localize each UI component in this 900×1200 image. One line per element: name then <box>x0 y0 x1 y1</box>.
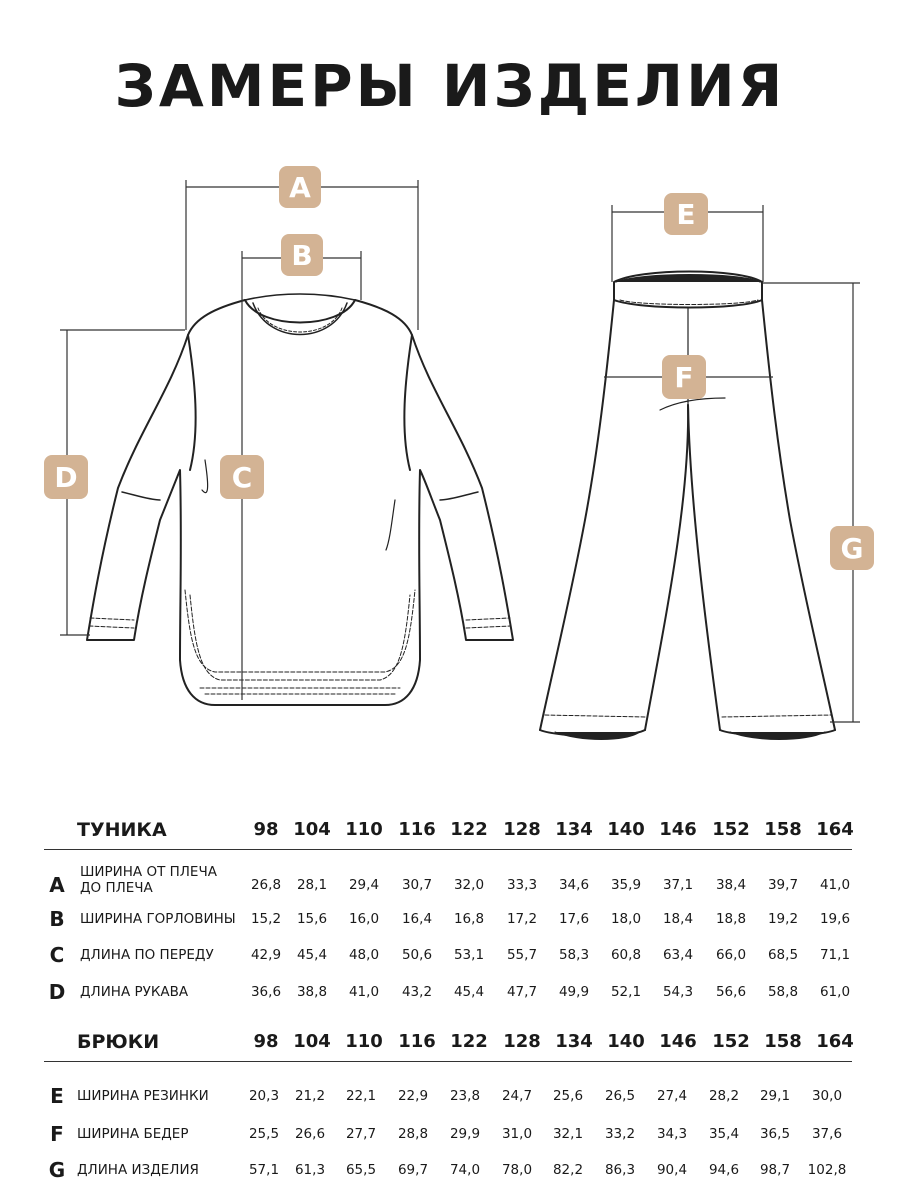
value-cell: 16,8 <box>453 911 485 927</box>
value-cell: 45,4 <box>453 984 485 1000</box>
divider <box>44 849 852 850</box>
size-header: 110 <box>345 1031 383 1052</box>
value-cell: 48,0 <box>348 947 380 963</box>
svg-text:B: B <box>291 239 313 272</box>
value-cell: 18,4 <box>662 911 694 927</box>
size-header: 98 <box>253 819 279 840</box>
value-cell: 60,8 <box>610 947 642 963</box>
value-cell: 26,5 <box>604 1088 636 1104</box>
value-cell: 78,0 <box>501 1162 533 1178</box>
value-cell: 71,1 <box>819 947 851 963</box>
value-cell: 38,4 <box>715 877 747 893</box>
value-cell: 19,6 <box>819 911 851 927</box>
pants-heading: БРЮКИ <box>77 1031 160 1053</box>
value-cell: 35,9 <box>610 877 642 893</box>
value-cell: 37,1 <box>662 877 694 893</box>
value-cell: 49,9 <box>558 984 590 1000</box>
value-cell: 26,6 <box>294 1126 326 1142</box>
value-cell: 58,3 <box>558 947 590 963</box>
value-cell: 34,6 <box>558 877 590 893</box>
size-header: 134 <box>555 1031 593 1052</box>
value-cell: 24,7 <box>501 1088 533 1104</box>
row-letter: D <box>48 980 66 1004</box>
value-cell: 41,0 <box>819 877 851 893</box>
tunic-heading: ТУНИКА <box>77 819 167 841</box>
size-header: 152 <box>712 819 750 840</box>
value-cell: 53,1 <box>453 947 485 963</box>
size-header: 110 <box>345 819 383 840</box>
marker-d <box>44 455 88 499</box>
row-letter: G <box>48 1158 66 1182</box>
value-cell: 66,0 <box>715 947 747 963</box>
size-header: 128 <box>503 819 541 840</box>
table-row <box>44 940 856 970</box>
table-row <box>44 977 856 1007</box>
value-cell: 27,4 <box>656 1088 688 1104</box>
value-cell: 31,0 <box>501 1126 533 1142</box>
row-letter: B <box>49 907 65 931</box>
value-cell: 30,7 <box>401 877 433 893</box>
table-row <box>44 1155 856 1185</box>
size-header: 164 <box>816 819 854 840</box>
table-row <box>44 1081 856 1111</box>
svg-text:G: G <box>840 532 864 565</box>
value-cell: 20,3 <box>248 1088 280 1104</box>
tunic-header-row <box>44 815 856 845</box>
value-cell: 15,2 <box>250 911 282 927</box>
value-cell: 98,7 <box>759 1162 791 1178</box>
size-header: 140 <box>607 819 645 840</box>
size-header: 146 <box>659 1031 697 1052</box>
row-letter: E <box>50 1084 64 1108</box>
size-header: 116 <box>398 1031 436 1052</box>
tunic-drawing <box>87 294 513 705</box>
size-header: 98 <box>253 1031 279 1052</box>
value-cell: 29,1 <box>759 1088 791 1104</box>
svg-text:A: A <box>289 171 311 204</box>
value-cell: 74,0 <box>449 1162 481 1178</box>
value-cell: 19,2 <box>767 911 799 927</box>
value-cell: 55,7 <box>506 947 538 963</box>
row-label: ШИРИНА ОТ ПЛЕЧА ДО ПЛЕЧА <box>80 864 217 896</box>
value-cell: 32,0 <box>453 877 485 893</box>
size-header: 122 <box>450 819 488 840</box>
marker-f <box>662 355 706 399</box>
row-letter: C <box>49 943 65 967</box>
table-row <box>44 864 856 900</box>
row-label: ШИРИНА БЕДЕР <box>77 1126 189 1142</box>
value-cell: 29,9 <box>449 1126 481 1142</box>
value-cell: 54,3 <box>662 984 694 1000</box>
value-cell: 32,1 <box>552 1126 584 1142</box>
value-cell: 102,8 <box>807 1162 847 1178</box>
value-cell: 90,4 <box>656 1162 688 1178</box>
value-cell: 29,4 <box>348 877 380 893</box>
value-cell: 86,3 <box>604 1162 636 1178</box>
row-label: ДЛИНА ПО ПЕРЕДУ <box>80 947 214 963</box>
divider <box>44 1061 852 1062</box>
size-header: 152 <box>712 1031 750 1052</box>
value-cell: 34,3 <box>656 1126 688 1142</box>
value-cell: 17,2 <box>506 911 538 927</box>
marker-a <box>279 166 321 208</box>
svg-text:F: F <box>674 361 694 394</box>
value-cell: 33,3 <box>506 877 538 893</box>
value-cell: 30,0 <box>811 1088 843 1104</box>
size-header: 128 <box>503 1031 541 1052</box>
value-cell: 37,6 <box>811 1126 843 1142</box>
row-letter: F <box>50 1122 64 1146</box>
value-cell: 94,6 <box>708 1162 740 1178</box>
size-header: 104 <box>293 819 331 840</box>
value-cell: 26,8 <box>250 877 282 893</box>
size-header: 146 <box>659 819 697 840</box>
value-cell: 22,9 <box>397 1088 429 1104</box>
value-cell: 16,4 <box>401 911 433 927</box>
row-label: ДЛИНА РУКАВА <box>80 984 189 1000</box>
value-cell: 69,7 <box>397 1162 429 1178</box>
row-letter: A <box>49 873 65 897</box>
value-cell: 18,8 <box>715 911 747 927</box>
svg-text:E: E <box>676 198 696 231</box>
size-header: 140 <box>607 1031 645 1052</box>
size-header: 116 <box>398 819 436 840</box>
value-cell: 28,2 <box>708 1088 740 1104</box>
value-cell: 47,7 <box>506 984 538 1000</box>
value-cell: 35,4 <box>708 1126 740 1142</box>
size-header: 158 <box>764 819 802 840</box>
value-cell: 28,8 <box>397 1126 429 1142</box>
value-cell: 33,2 <box>604 1126 636 1142</box>
value-cell: 39,7 <box>767 877 799 893</box>
size-table <box>44 815 856 1200</box>
size-header: 104 <box>293 1031 331 1052</box>
value-cell: 65,5 <box>345 1162 377 1178</box>
garment-diagram <box>0 150 900 760</box>
value-cell: 82,2 <box>552 1162 584 1178</box>
value-cell: 25,5 <box>248 1126 280 1142</box>
size-header: 134 <box>555 819 593 840</box>
size-header: 164 <box>816 1031 854 1052</box>
marker-c <box>220 455 264 499</box>
value-cell: 61,3 <box>294 1162 326 1178</box>
table-row <box>44 1119 856 1149</box>
value-cell: 36,5 <box>759 1126 791 1142</box>
value-cell: 57,1 <box>248 1162 280 1178</box>
value-cell: 22,1 <box>345 1088 377 1104</box>
value-cell: 52,1 <box>610 984 642 1000</box>
value-cell: 38,8 <box>296 984 328 1000</box>
value-cell: 17,6 <box>558 911 590 927</box>
value-cell: 58,8 <box>767 984 799 1000</box>
value-cell: 15,6 <box>296 911 328 927</box>
value-cell: 28,1 <box>296 877 328 893</box>
pants-header-row <box>44 1027 856 1057</box>
value-cell: 27,7 <box>345 1126 377 1142</box>
page-title: ЗАМЕРЫ ИЗДЕЛИЯ <box>114 52 786 120</box>
value-cell: 18,0 <box>610 911 642 927</box>
marker-b <box>281 234 323 276</box>
table-row <box>44 904 856 934</box>
value-cell: 43,2 <box>401 984 433 1000</box>
row-label: ДЛИНА ИЗДЕЛИЯ <box>77 1162 199 1178</box>
value-cell: 36,6 <box>250 984 282 1000</box>
value-cell: 23,8 <box>449 1088 481 1104</box>
value-cell: 42,9 <box>250 947 282 963</box>
size-header: 122 <box>450 1031 488 1052</box>
value-cell: 68,5 <box>767 947 799 963</box>
value-cell: 63,4 <box>662 947 694 963</box>
marker-e <box>664 193 708 235</box>
row-label: ШИРИНА РЕЗИНКИ <box>77 1088 209 1104</box>
size-header: 158 <box>764 1031 802 1052</box>
marker-g <box>830 526 874 570</box>
value-cell: 16,0 <box>348 911 380 927</box>
row-label: ШИРИНА ГОРЛОВИНЫ <box>80 911 236 927</box>
value-cell: 45,4 <box>296 947 328 963</box>
value-cell: 50,6 <box>401 947 433 963</box>
pants-drawing <box>540 272 835 740</box>
value-cell: 25,6 <box>552 1088 584 1104</box>
value-cell: 56,6 <box>715 984 747 1000</box>
value-cell: 21,2 <box>294 1088 326 1104</box>
value-cell: 41,0 <box>348 984 380 1000</box>
svg-text:D: D <box>54 461 78 494</box>
svg-text:C: C <box>231 461 253 494</box>
value-cell: 61,0 <box>819 984 851 1000</box>
